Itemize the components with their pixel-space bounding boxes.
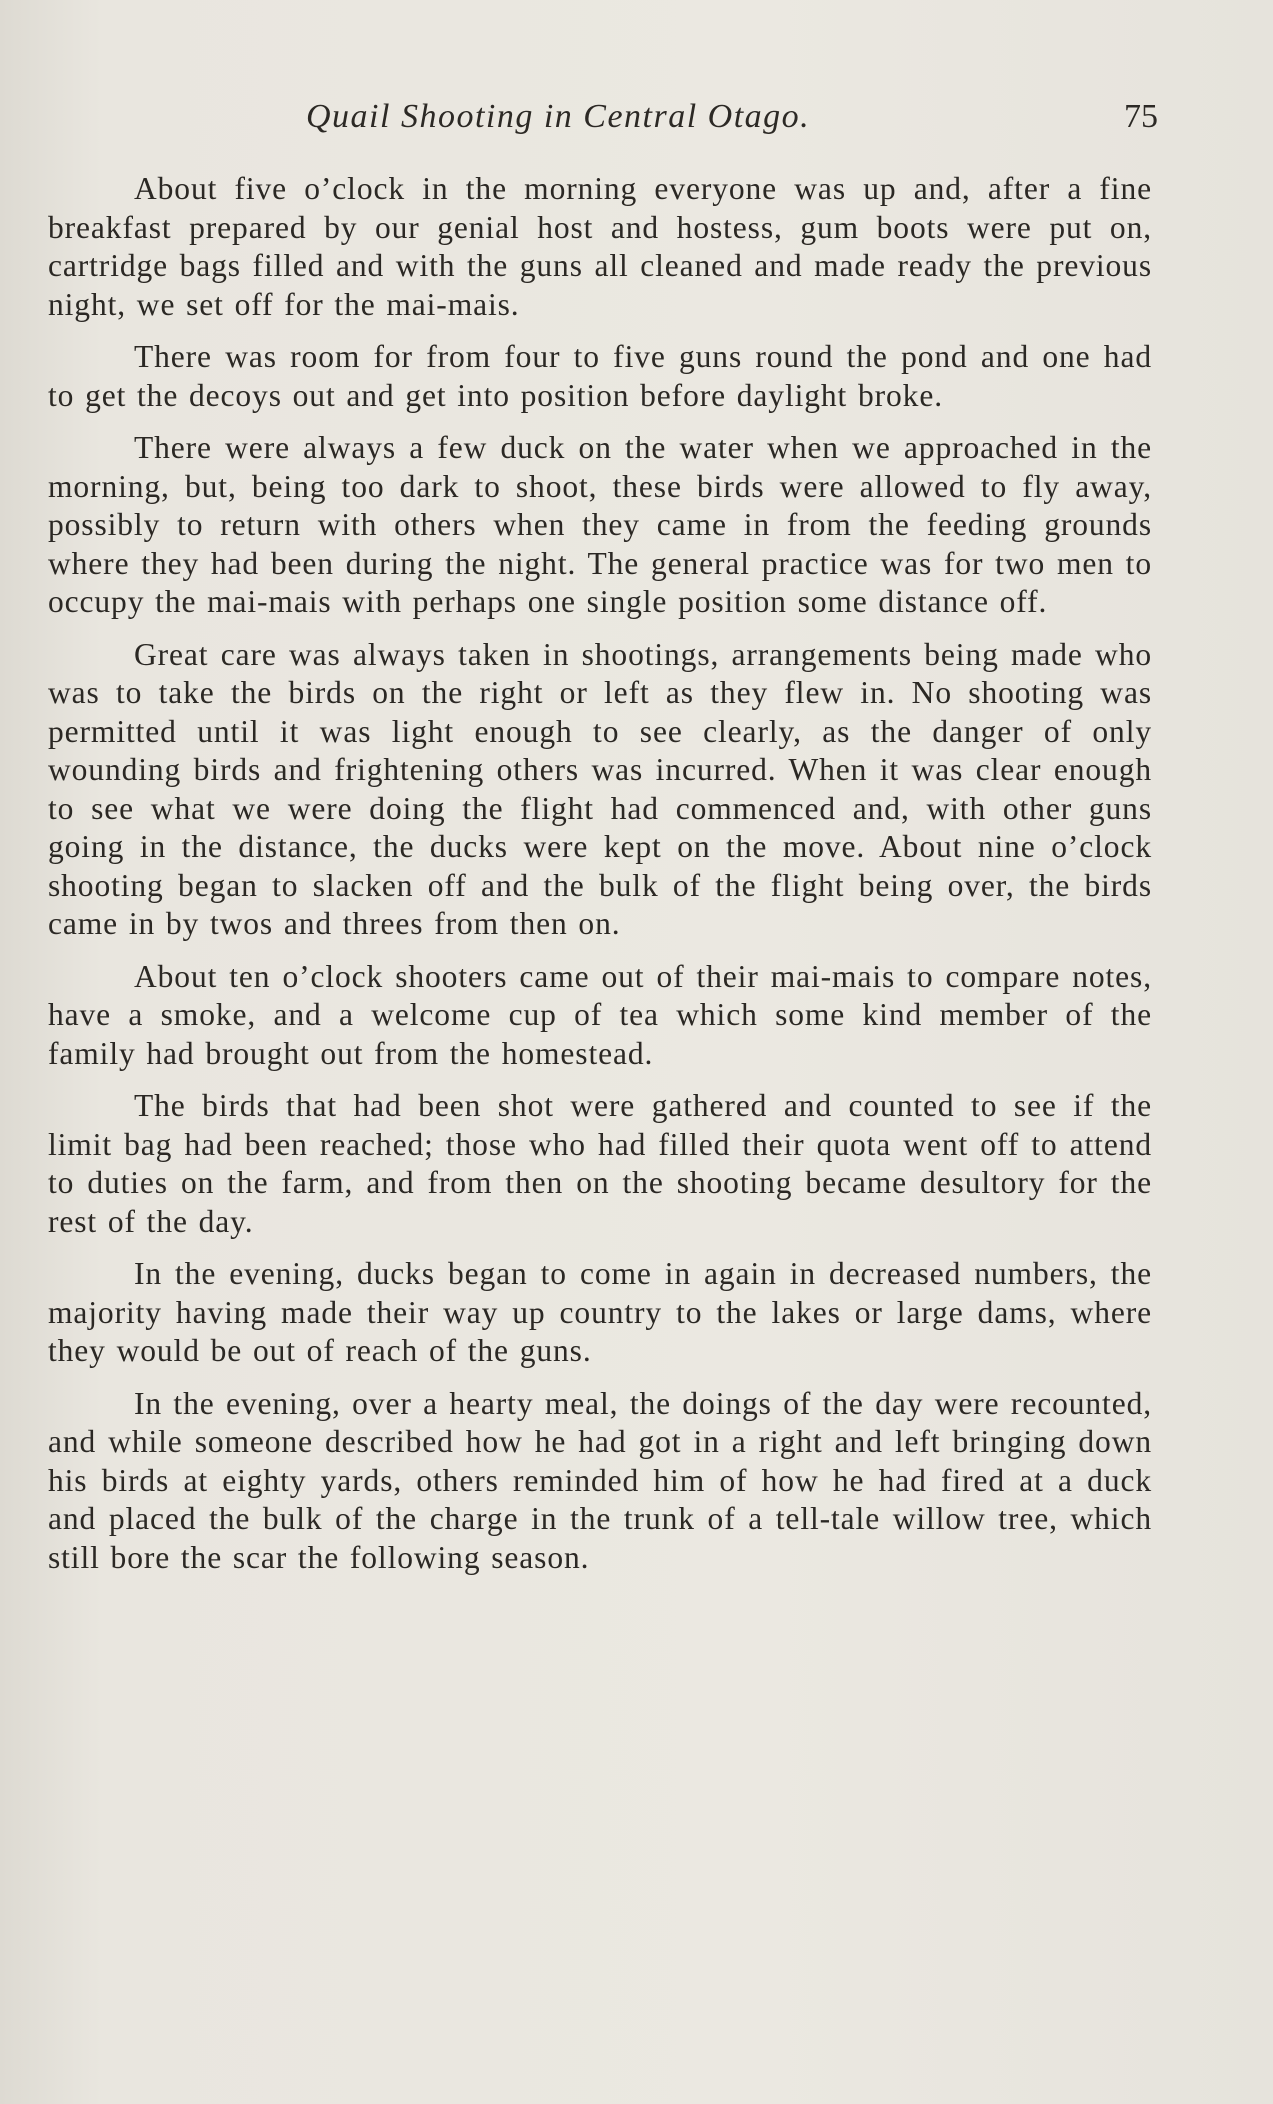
paragraph-3: There were always a few duck on the water when we approached in the morning, but, being too dark to shoot, these birds were allowed to fly away, possibly to return with others when they came in from the feeding grounds where they had been during the night. The general practice was for two men to occupy the mai-mais with perhaps one single position some distance off. [48, 430, 1152, 619]
paragraph-1: About five o’clock in the morning everyone was up and, after a fine breakfast prepared by our genial host and hostess, gum boots were put on, cartridge bags filled and with the guns all cleaned and made ready the previous night, we set off for the mai-mais. [48, 171, 1152, 322]
paragraph-8: In the evening, over a hearty meal, the doings of the day were recounted, and while someone described how he had got in a right and left bringing down his birds at eighty yards, others reminded him of how he had fired at a duck and placed the bulk of the charge in the trunk of a tell-tale willow tree, which still bore the scar the following season. [48, 1385, 1152, 1575]
body-text [48, 170, 1152, 1591]
page-header [0, 98, 1273, 142]
paragraph-2: There was room for from four to five guns round the pond and one had to get the decoys out and get into position before daylight broke. [48, 339, 1152, 413]
running-title: Quail Shooting in Central Otago. [306, 98, 811, 135]
paragraph-7: In the evening, ducks began to come in again in decreased numbers, the majority having made their way up country to the lakes or large dams, where they would be out of reach of the guns. [48, 1256, 1152, 1368]
paragraph-4: Great care was always taken in shootings, arrangements being made who was to take the birds on the right or left as they flew in. No shooting was permitted until it was light enough to see clearly, as the danger of only wounding birds and frightening others was incurred. When it was clear enough to see what we were doing the flight had commenced and, with other guns going in the distance, the ducks were kept on the move. About nine o’clock shooting began to slacken off and the bulk of the flight being over, the birds came in by twos and threes from then on. [48, 636, 1152, 941]
page-number: 75 [1124, 98, 1158, 135]
paragraph-5: About ten o’clock shooters came out of their mai-mais to compare notes, have a smoke, and a welcome cup of tea which some kind member of the family had brought out from the homestead. [48, 958, 1152, 1071]
paragraph-6: The birds that had been shot were gathered and counted to see if the limit bag had been reached; those who had filled their quota went off to attend to duties on the farm, and from then on the shooting became desultory for the rest of the day. [48, 1088, 1152, 1239]
